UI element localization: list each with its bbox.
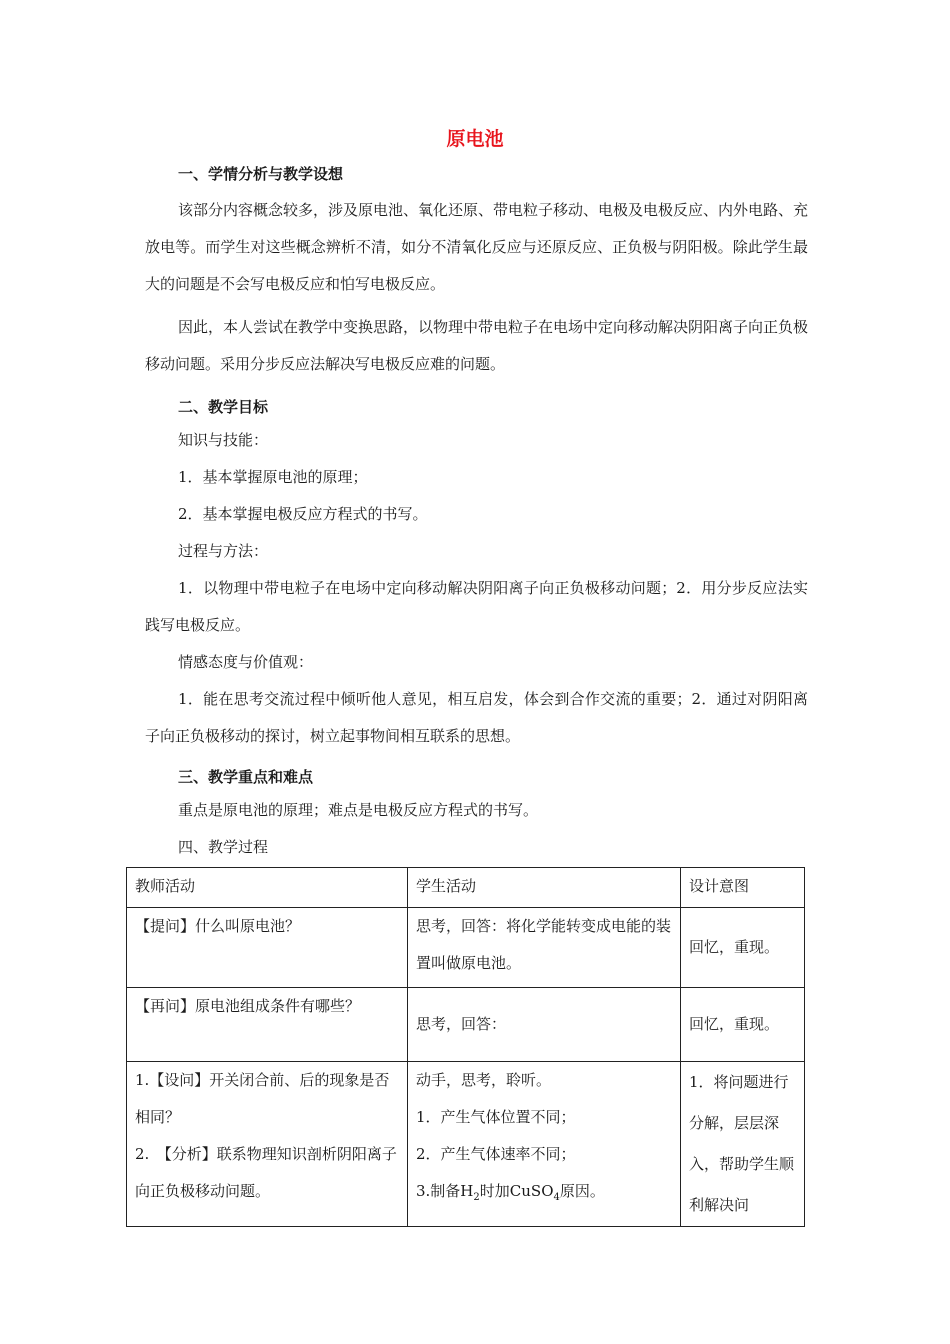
student-point-3-part1: 3.制备H [416,1182,474,1200]
paragraph-analysis-1: 该部分内容概念较多，涉及原电池、氧化还原、带电粒子移动、电极及电极反应、内外电路、充放电等。而学生对这些概念辨析不清，如分不清氧化反应与还原反应、正负极与阴阳极。除此学生最大的问题是不会写电极反应和怕写电极反应。 [145,201,809,293]
table-cell-teacher: 【提问】什么叫原电池？ [127,908,408,988]
section-heading-analysis: 一、学情分析与教学设想 [178,165,344,183]
table-row [127,908,805,988]
teaching-process-table [126,867,805,1227]
subscript-2: 2 [473,1192,480,1203]
objective-knowledge-1: 1．基本掌握原电池的原理； [178,468,368,486]
section-heading-keypoints: 三、教学重点和难点 [178,768,314,786]
paragraph-analysis-2: 因此，本人尝试在教学中变换思路，以物理中带电粒子在电场中定向移动解决阴阳离子向正负极移动问题。采用分步反应法解决写电极反应难的问题。 [145,318,809,373]
table-cell-intent: 回忆，重现。 [681,988,805,1062]
table-cell-teacher [127,1062,408,1227]
objective-emotion-1: 1．能在思考交流过程中倾听他人意见，相互启发，体会到合作交流的重要；2．通过对阴阳离子向正负极移动的探讨，树立起事物间相互联系的思想。 [145,690,808,745]
table-header-row [127,868,805,908]
table-header-teacher: 教师活动 [127,868,408,908]
teacher-step-2: 2. 【分析】联系物理知识剖析阴阳离子向正负极移动问题。 [135,1145,397,1200]
subscript-4: 4 [553,1192,560,1203]
objective-method-1: 1．以物理中带电粒子在电场中定向移动解决阴阳离子向正负极移动问题；2．用分步反应法实践写电极反应。 [145,579,808,634]
table-cell-intent: 回忆，重现。 [681,908,805,988]
table-row [127,1062,805,1227]
student-point-2: 2．产生气体速率不同； [416,1145,576,1163]
table-cell-student: 思考，回答： [408,988,681,1062]
table-cell-intent: 1．将问题进行分解，层层深入，帮助学生顺利解决问 [681,1062,805,1227]
section-heading-process: 四、教学过程 [178,838,269,856]
objective-emotion-label: 情感态度与价值观： [178,653,314,671]
table-cell-student [408,1062,681,1227]
table-cell-student: 思考，回答：将化学能转变成电能的装置叫做原电池。 [408,908,681,988]
table-row [127,988,805,1062]
table-header-intent: 设计意图 [681,868,805,908]
keypoints-text: 重点是原电池的原理；难点是电极反应方程式的书写。 [178,801,539,819]
student-point-3-part3: 原因。 [559,1182,605,1200]
student-point-3-part2: 时加CuSO [479,1182,554,1200]
student-point-1: 1．产生气体位置不同； [416,1108,576,1126]
teacher-step-1: 1.【设问】开关闭合前、后的现象是否相同？ [135,1071,390,1126]
section-heading-objectives: 二、教学目标 [178,398,269,416]
objective-knowledge-label: 知识与技能： [178,431,269,449]
student-point-3 [416,1173,672,1216]
student-activity-intro: 动手，思考，聆听。 [416,1071,552,1089]
document-title: 原电池 [446,128,504,150]
table-header-student: 学生活动 [408,868,681,908]
objective-knowledge-2: 2．基本掌握电极反应方程式的书写。 [178,505,428,523]
table-cell-teacher: 【再问】原电池组成条件有哪些？ [127,988,408,1062]
objective-method-label: 过程与方法： [178,542,269,560]
